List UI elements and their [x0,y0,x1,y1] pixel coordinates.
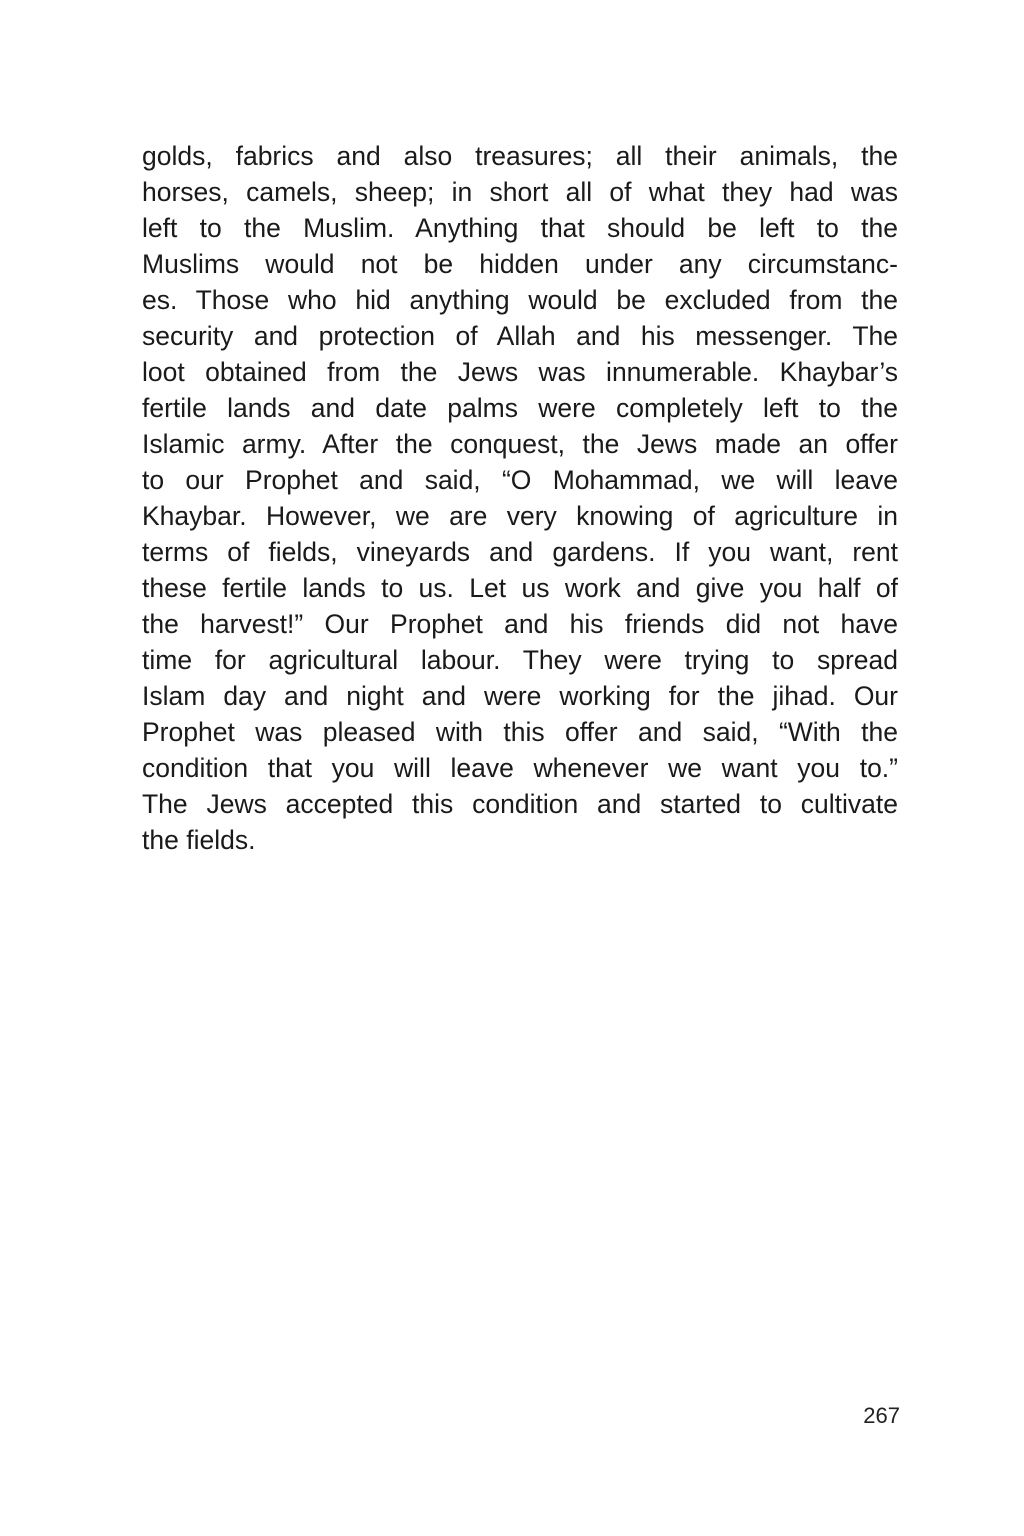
text-line: these fertile lands to us. Let us work and give you half of [142,573,898,603]
text-line: Khaybar. However, we are very knowing of agriculture in [142,501,898,531]
text-line: Prophet was pleased with this offer and said, “With the [142,717,898,747]
text-line: es. Those who hid anything would be excluded from the [142,285,898,315]
body-paragraph [142,138,898,858]
text-line: left to the Muslim. Anything that should be left to the [142,213,898,243]
text-line: fertile lands and date palms were completely left to the [142,393,898,423]
text-line: security and protection of Allah and his messenger. The [142,321,898,351]
text-line: Muslims would not be hidden under any circumstanc- [142,249,898,279]
text-line: to our Prophet and said, “O Mohammad, we will leave [142,465,898,495]
text-line: the harvest!” Our Prophet and his friends did not have [142,609,898,639]
text-line: terms of fields, vineyards and gardens. If you want, rent [142,537,898,567]
text-line: condition that you will leave whenever we want you to.” [142,753,898,783]
text-line: time for agricultural labour. They were trying to spread [142,645,898,675]
text-line: Islamic army. After the conquest, the Jews made an offer [142,429,898,459]
text-line: the fields. [142,825,256,855]
text-line: loot obtained from the Jews was innumerable. Khaybar’s [142,357,898,387]
text-line: The Jews accepted this condition and started to cultivate [142,789,898,819]
page-number: 267 [863,1403,900,1428]
text-line: horses, camels, sheep; in short all of what they had was [142,177,898,207]
text-line: Islam day and night and were working for the jihad. Our [142,681,898,711]
text-line: golds, fabrics and also treasures; all their animals, the [142,141,898,171]
